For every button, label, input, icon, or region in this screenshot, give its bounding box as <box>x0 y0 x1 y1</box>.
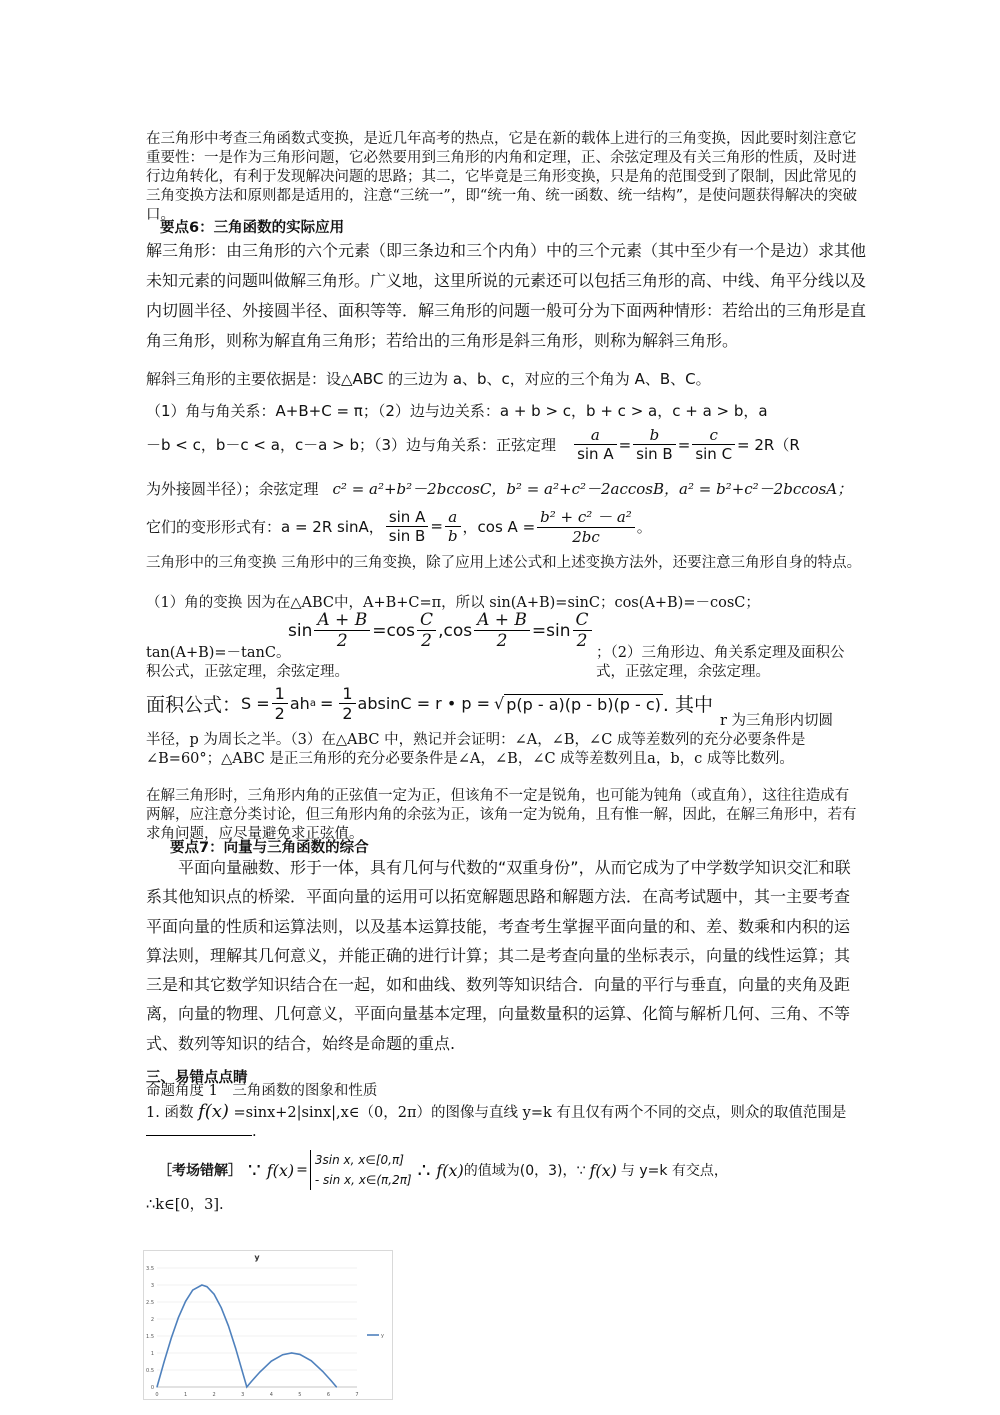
data-point <box>322 1371 323 1372</box>
y-tick-label: 0 <box>150 1385 154 1391</box>
num: C <box>417 610 436 631</box>
den: 2bc <box>572 528 600 546</box>
frac-half2 <box>339 684 355 723</box>
wrong-label: ［考场错解］ <box>158 1163 242 1179</box>
area-sqrt: p(p - a)(p - b)(p - c) <box>506 694 661 714</box>
num: a <box>574 426 617 445</box>
sin2: sin <box>546 620 571 641</box>
meets: 与 y=k 有交点， <box>620 1163 728 1179</box>
den: 2 <box>576 631 588 651</box>
y-tick-label: 2.5 <box>146 1300 154 1306</box>
point7-para: 平面向量融数、形于一体，具有几何与代数的“双重身份”，从而它成为了中学数学知识交汇和联系其他知识点的桥梁．平面向量的运用可以拓宽解题思路和解题方法．在高考试题中，其一主要考查平面向量的性质和运算法则，以及基本运算技能，考查考生掌握平面向量的和、差、数乘和内积的运算法则，理解其几何意义，并能正确的进行计算；其二是考查向量的坐标表示，向量的线性运算；其三是和其它数学知识结合在一起，如和曲线、数列等知识结合．向量的平行与垂直，向量的夹角及距离，向量的物理、几何意义，平面向量基本定理，向量数量积的运算、化简与解析几何、三角、不等式、数列等知识的结合，始终是命题的重点. <box>146 858 851 1053</box>
area-absin: absinC = r • p = <box>357 694 491 713</box>
frac-ab-2b <box>474 610 530 651</box>
eq1: = <box>618 435 632 454</box>
cos-law-row <box>146 478 852 499</box>
data-point <box>271 1361 272 1362</box>
sin1: sin <box>288 620 313 641</box>
q1-b: =sinx+2|sinx|,x∈（0，2π）的图像与直线 y=k 有且仅有两个不同的交点，则众的取值范围是 <box>233 1105 847 1121</box>
point6-para5: （1）角的变换 因为在△ABC中，A+B+C=π，所以 sin(A+B)=sinC；cos(A+B)=－cosC； <box>146 595 760 611</box>
data-point <box>156 1386 157 1387</box>
den: b <box>447 526 458 545</box>
intro-paragraph: 在三角形中考查三角函数式变换，是近几年高考的热点，它是在新的载体上进行的三角变换，因此要时刻注意它重要性：一是作为三角形问题，它必然要用到三角形的内角和定理，正、余弦定理及有关三角形的性质，及时进行边角转化，有利于发现解决问题的思路；其二，它毕竟是三角形变换，只是角的范围受到了限制，因此常见的三角变换方法和原则都是适用的，注意“三统一”，即“统一角、统一函数、统一结构”，是使问题获得解决的突破口。 <box>146 131 858 223</box>
data-point <box>228 1325 229 1326</box>
q1-a: 1. 函数 <box>146 1105 194 1121</box>
q1-fx: f(x) <box>198 1101 229 1122</box>
data-point <box>251 1381 252 1382</box>
den: sin A <box>577 445 614 463</box>
chart-frame <box>144 1251 393 1400</box>
den: sin C <box>695 445 733 463</box>
data-point <box>246 1386 247 1387</box>
chart-title: y <box>254 1253 260 1262</box>
data-point <box>171 1337 172 1338</box>
num: c <box>692 426 735 445</box>
den: 2 <box>336 631 348 651</box>
point6-para3b: －b < c，b－c < a，c－a > b；（3）边与角关系：正弦定理 <box>146 436 557 454</box>
q1-end: . <box>252 1124 257 1140</box>
legend-label: y <box>381 1333 384 1339</box>
num: 1 <box>339 684 355 704</box>
var-end: 。 <box>636 517 652 536</box>
x-tick-label: 5 <box>298 1392 302 1398</box>
cos1: cos <box>386 620 416 641</box>
frac-c-sinC <box>692 426 735 463</box>
x-tick-label: 2 <box>212 1392 216 1398</box>
because1: ∵ <box>248 1158 261 1182</box>
point6-para4: 三角形中的三角变换 三角形中的三角变换，除了应用上述公式和上述变换方法外，还要注意三角形自身的特点。 <box>146 555 862 571</box>
num: A + B <box>314 610 370 631</box>
y-tick-label: 3 <box>150 1283 154 1289</box>
function-chart <box>143 1250 393 1400</box>
area-qizhong: . 其中 <box>662 694 713 716</box>
point6-para7: 半径，p 为周长之半。（3）在△ABC 中，熟记并会证明：∠A，∠B，∠C 成等差数列的充分必要条件是∠B=60°；△ABC 是正三角形的充分必要条件是∠A，∠B，∠C 成等差数列且a，b，c 成等比数列。 <box>146 732 806 767</box>
data-point <box>311 1360 312 1361</box>
eq2: = <box>677 435 691 454</box>
data-point <box>206 1286 207 1287</box>
data-point <box>282 1354 283 1355</box>
data-point <box>291 1352 292 1353</box>
eq3: = <box>430 517 443 535</box>
frac-b-sinB <box>633 426 676 463</box>
x-tick-label: 1 <box>183 1392 188 1398</box>
frac-c-2 <box>417 610 436 651</box>
question1 <box>146 1102 862 1142</box>
frac-ab-2 <box>314 610 370 651</box>
frac-a-b <box>445 508 461 545</box>
point6-title: 要点6：三角函数的实际应用 <box>160 220 345 236</box>
piece2: - sin x, x∈(π,2π] <box>314 1173 412 1187</box>
sine-law-rhs: = 2R（R <box>737 436 800 454</box>
data-point <box>185 1301 186 1302</box>
x-tick-label: 7 <box>355 1392 359 1398</box>
y-tick-label: 1.5 <box>146 1334 154 1340</box>
piece1: 3sin x, x∈[0,π] <box>314 1153 404 1167</box>
frac-sinA-sinB <box>386 508 429 545</box>
num: b <box>633 426 676 445</box>
area-aha: ah <box>289 694 310 713</box>
num: 1 <box>272 684 288 704</box>
point6-para6-end2: 积公式，正弦定理，余弦定理。 <box>146 664 349 680</box>
data-point <box>221 1307 222 1308</box>
y-tick-label: 3.5 <box>146 1266 154 1272</box>
y-tick-label: 2 <box>150 1317 154 1323</box>
frac-a-sinA <box>574 426 617 463</box>
point6-para3c: 为外接圆半径）；余弦定理 <box>146 480 319 498</box>
data-point <box>235 1348 236 1349</box>
num: a <box>445 508 461 527</box>
conclusion: ∴k∈[0，3]. <box>146 1197 224 1213</box>
comma: , <box>438 620 444 641</box>
den: 2 <box>274 704 285 723</box>
half-angle-formula <box>288 610 594 651</box>
chart-svg <box>143 1250 393 1400</box>
cos2: cos <box>443 620 473 641</box>
area-sub: a <box>309 698 316 709</box>
section3-title: 三、易错点点睛 <box>146 1070 248 1086</box>
num: C <box>573 610 592 631</box>
cos-law: c² = a²+b²－2bccosC，b² = a²+c²－2accosB，a² = b²+c²－2bccosA； <box>332 480 853 498</box>
wrong-solution <box>158 1150 728 1190</box>
sine-law-row <box>146 426 866 463</box>
den: 2 <box>496 631 508 651</box>
data-point <box>164 1361 165 1362</box>
eq4: = <box>372 620 387 641</box>
num: A + B <box>474 610 530 631</box>
data-point <box>299 1354 300 1355</box>
data-point <box>214 1294 215 1295</box>
therefore1: ∴ <box>417 1158 431 1182</box>
y-tick-label: 1 <box>150 1351 154 1357</box>
variants-label: 它们的变形形式有：a = 2R sinA， <box>146 517 384 536</box>
y-tick-label: 0.5 <box>146 1368 154 1374</box>
data-point <box>336 1386 337 1387</box>
den: sin B <box>388 526 426 545</box>
point6-para2: 解斜三角形的主要依据是：设△ABC 的三边为 a、b、c，对应的三个角为 A、B、C。 <box>146 370 711 388</box>
den: 2 <box>342 704 353 723</box>
piecewise <box>310 1150 412 1190</box>
area-label: 面积公式： <box>146 694 242 716</box>
point6-para1: 解三角形：由三角形的六个元素（即三条边和三个内角）中的三个元素（其中至少有一个是边）求其他未知元素的问题叫做解三角形。广义地，这里所说的元素还可以包括三角形的高、中线、角平分线以及内切圆半径、外接圆半径、面积等等．解三角形的问题一般可分为下面两种情形：若给出的三角形是直角三角形，则称为解直角三角形；若给出的三角形是斜三角形，则称为解斜三角形。 <box>146 241 867 350</box>
num: sin A <box>386 508 429 527</box>
eq5: = <box>531 620 547 641</box>
fx2: f(x) <box>266 1160 295 1180</box>
data-point <box>259 1371 260 1372</box>
point6-para6-end: ；（2）三角形边、角关系定理及面积公式，正弦定理，余弦定理。 <box>596 645 845 680</box>
answer-blank[interactable] <box>146 1135 252 1136</box>
den: 2 <box>421 631 432 651</box>
area-formula: 面积公式： S = $\frac{1}{2}$ ah a = $\frac{1}{2}$ absinC = r • p = √ p(p - a)(p - b)(p - c) . 其中 <box>146 684 713 723</box>
x-tick-label: 4 <box>269 1392 273 1398</box>
tan-line: tan(A+B)=－tanC。 <box>146 645 291 661</box>
fx3: f(x) <box>436 1160 464 1180</box>
x-tick-label: 0 <box>155 1392 159 1398</box>
num: b² + c² － a² <box>537 506 635 528</box>
point6-para8: 在解三角形时，三角形内角的正弦值一定为正，但该角不一定是锐角，也可能为钝角（或直角），这往往造成有两解，应注意分类讨论，但三角形内角的余弦为正，该角一定为锐角，且有惟一解，因此，在解三角形中，若有求角问题，应尽量避免求正弦值。 <box>146 788 857 842</box>
den: sin B <box>636 445 673 463</box>
area-s: S = <box>241 694 270 713</box>
point7-title: 要点7：向量与三角函数的综合 <box>170 840 369 856</box>
range-text: 的值域为(0，3)，∵ <box>463 1163 586 1179</box>
frac-c-2b <box>573 610 592 651</box>
variants-row <box>146 506 652 546</box>
section3-sub: 命题角度 1 三角函数的图象和性质 <box>146 1083 378 1099</box>
x-tick-label: 6 <box>326 1392 331 1398</box>
r-text: r 为三角形内切圆 <box>720 713 834 729</box>
var-cos: ，cos A = <box>462 517 536 536</box>
eqsign: = <box>296 1162 308 1178</box>
fx4: f(x) <box>589 1160 617 1180</box>
frac-cosA <box>537 506 635 546</box>
data-point <box>178 1317 179 1318</box>
data-point <box>192 1290 193 1291</box>
point6-para3a: （1）角与角关系：A+B+C = π；（2）边与边关系：a + b > c，b + c > a，c + a > b，a <box>146 402 768 420</box>
x-tick-label: 3 <box>241 1392 245 1398</box>
data-point <box>201 1284 202 1285</box>
data-point <box>331 1380 332 1381</box>
frac-half <box>272 684 288 723</box>
